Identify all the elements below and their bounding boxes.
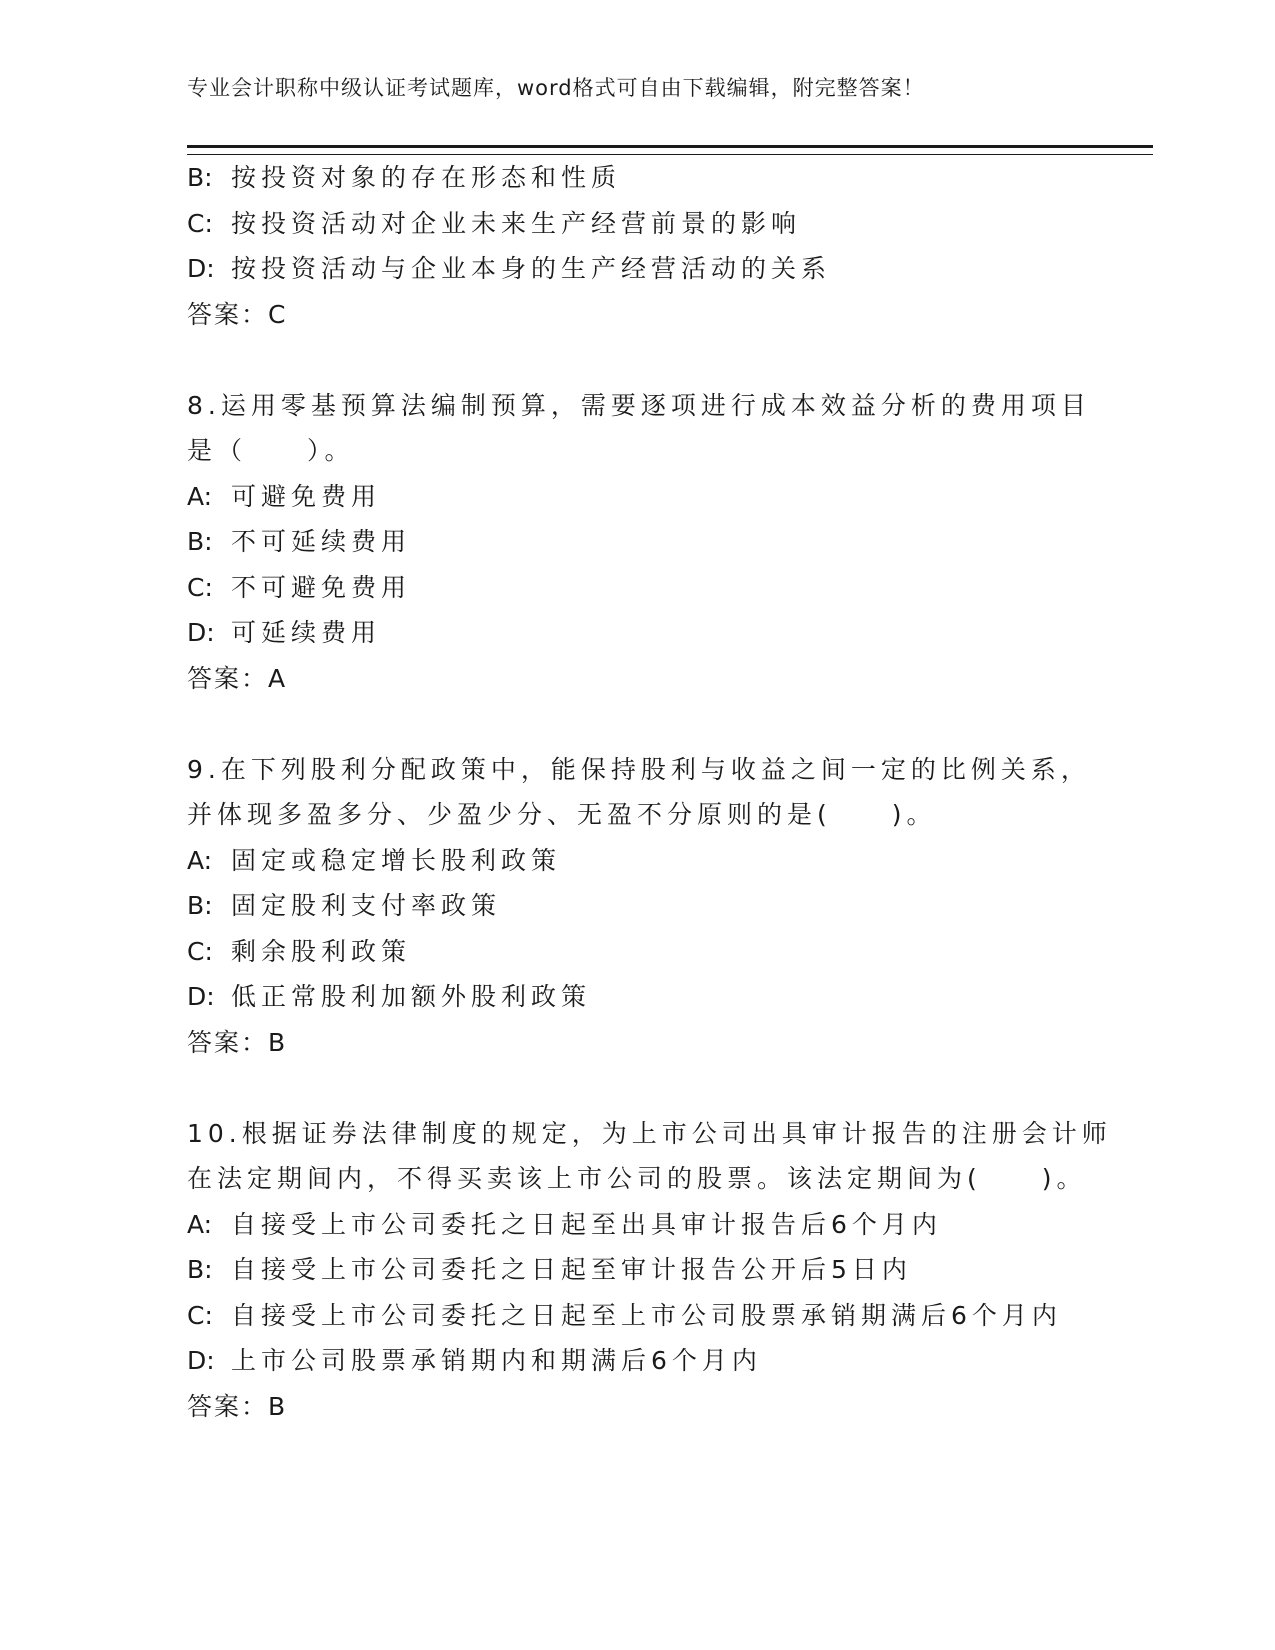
question-stem-line: 9.在下列股利分配政策中，能保持股利与收益之间一定的比例关系， bbox=[187, 754, 1091, 784]
option-text: 可避免费用 bbox=[231, 481, 382, 511]
option-key: B: bbox=[187, 891, 213, 920]
option-key: B: bbox=[187, 527, 213, 556]
option-text: 按投资对象的存在形态和性质 bbox=[231, 163, 622, 192]
answer: 答案：B bbox=[187, 1027, 288, 1057]
option-c bbox=[187, 1293, 1153, 1339]
option-c bbox=[187, 565, 1153, 611]
option-text: 不可避免费用 bbox=[231, 572, 412, 602]
question-7-tail bbox=[187, 155, 1153, 337]
option-key: B: bbox=[187, 163, 213, 192]
question-stem-line: 是（ ）。 bbox=[187, 436, 355, 465]
question-stem-line: 并体现多盈多分、少盈少分、无盈不分原则的是( )。 bbox=[187, 800, 937, 829]
option-key: A: bbox=[187, 481, 213, 511]
question-9 bbox=[187, 747, 1153, 1066]
option-b bbox=[187, 883, 1153, 929]
option-b bbox=[187, 155, 1153, 201]
option-text: 不可延续费用 bbox=[231, 527, 412, 556]
option-key: D: bbox=[187, 982, 215, 1011]
page-header: 专业会计职称中级认证考试题库，word格式可自由下载编辑，附完整答案！ bbox=[187, 76, 925, 100]
option-key: D: bbox=[187, 1346, 215, 1375]
option-key: A: bbox=[187, 845, 213, 875]
option-d bbox=[187, 610, 1153, 656]
option-c bbox=[187, 929, 1153, 975]
option-c bbox=[187, 201, 1153, 247]
option-d bbox=[187, 974, 1153, 1020]
question-content bbox=[187, 155, 1153, 1429]
option-a bbox=[187, 474, 1153, 520]
option-b bbox=[187, 1247, 1153, 1293]
option-key: C: bbox=[187, 572, 213, 602]
question-8 bbox=[187, 383, 1153, 702]
option-text: 按投资活动对企业未来生产经营前景的影响 bbox=[231, 208, 802, 238]
question-stem-line: 在法定期间内，不得买卖该上市公司的股票。该法定期间为( )。 bbox=[187, 1164, 1087, 1193]
option-key: D: bbox=[187, 618, 215, 647]
spacer bbox=[187, 1065, 1153, 1111]
option-text: 固定股利支付率政策 bbox=[231, 891, 502, 920]
question-stem-line: 10.根据证券法律制度的规定，为上市公司出具审计报告的注册会计师 bbox=[187, 1118, 1112, 1148]
option-text: 自接受上市公司委托之日起至上市公司股票承销期满后6个月内 bbox=[231, 1300, 1062, 1330]
option-key: C: bbox=[187, 1300, 213, 1330]
header-rule bbox=[187, 145, 1153, 155]
option-d bbox=[187, 246, 1153, 292]
option-text: 可延续费用 bbox=[231, 618, 382, 647]
option-b bbox=[187, 519, 1153, 565]
option-key: A: bbox=[187, 1209, 213, 1239]
spacer bbox=[187, 337, 1153, 383]
option-text: 按投资活动与企业本身的生产经营活动的关系 bbox=[231, 254, 832, 283]
question-10 bbox=[187, 1111, 1153, 1430]
option-a bbox=[187, 838, 1153, 884]
option-text: 自接受上市公司委托之日起至审计报告公开后5日内 bbox=[231, 1255, 912, 1284]
option-text: 自接受上市公司委托之日起至出具审计报告后6个月内 bbox=[231, 1209, 942, 1239]
option-key: C: bbox=[187, 208, 213, 238]
option-text: 固定或稳定增长股利政策 bbox=[231, 845, 562, 875]
option-text: 剩余股利政策 bbox=[231, 936, 412, 966]
option-key: B: bbox=[187, 1255, 213, 1284]
option-d bbox=[187, 1338, 1153, 1384]
option-a bbox=[187, 1202, 1153, 1248]
option-text: 上市公司股票承销期内和期满后6个月内 bbox=[231, 1346, 762, 1375]
answer: 答案：B bbox=[187, 1391, 288, 1421]
answer: 答案：A bbox=[187, 663, 288, 693]
question-stem-line: 8.运用零基预算法编制预算，需要逐项进行成本效益分析的费用项目 bbox=[187, 390, 1091, 420]
answer: 答案：C bbox=[187, 299, 288, 329]
spacer bbox=[187, 701, 1153, 747]
option-text: 低正常股利加额外股利政策 bbox=[231, 982, 592, 1011]
option-key: C: bbox=[187, 936, 213, 966]
option-key: D: bbox=[187, 254, 215, 283]
